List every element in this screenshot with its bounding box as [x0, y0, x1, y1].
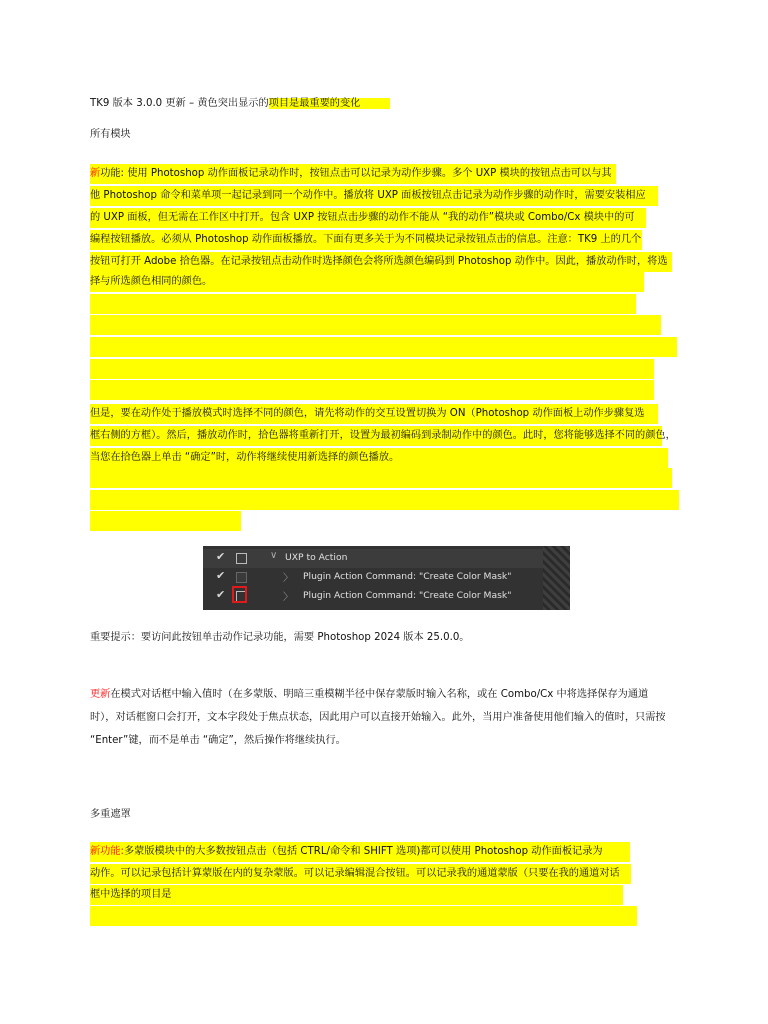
highlight-bar — [90, 359, 654, 379]
all-modules-heading: 所有模块 — [90, 129, 131, 140]
update-tag: 更新 — [90, 689, 111, 700]
highlight-bar — [90, 490, 679, 510]
collapse-arrow-icon: 〉 — [283, 573, 293, 584]
highlight-bar — [90, 380, 654, 400]
new-tag: 新 — [90, 168, 101, 179]
expand-arrow-icon: ∨ — [270, 550, 278, 561]
action-step-label: Plugin Action Command: "Create Color Mask" — [303, 571, 512, 582]
paragraph-line: 当您在拾色器上单击 “确定”时，动作将继续使用新选择的颜色播放。 — [90, 452, 400, 463]
checkmark-icon: ✔ — [216, 588, 226, 601]
highlight-bar — [90, 337, 677, 357]
important-note: 重要提示：要访问此按钮单击动作记录功能，需要 Photoshop 2024 版本 25.0.0。 — [90, 632, 470, 643]
checkmark-icon: ✔ — [216, 550, 226, 563]
action-set-row — [203, 549, 543, 568]
title-highlight: 项目是最重要的变化 — [269, 98, 391, 109]
highlight-bar — [90, 294, 636, 314]
document-title — [90, 94, 390, 114]
dialog-toggle-empty-icon — [236, 572, 247, 583]
red-highlight-box — [232, 586, 247, 603]
highlight-bar — [90, 906, 637, 926]
paragraph-line: 但是，要在动作处于播放模式时选择不同的颜色，请先将动作的交互设置切换为 ON（Photoshop 动作面板上动作步骤复选 — [90, 408, 645, 419]
multi-mask-heading: 多重遮罩 — [90, 809, 131, 820]
paragraph-line: 框右侧的方框）。然后，播放动作时，拾色器将重新打开，设置为最初编码到录制动作中的颜色。此时，您将能够选择不同的颜色， — [90, 430, 676, 441]
paragraph-line: 的 UXP 面板，但无需在工作区中打开。包含 UXP 按钮点击步骤的动作不能从 “我的动作”模块或 Combo/Cx 模块中的可 — [90, 212, 635, 223]
panel-scrollbar — [543, 546, 570, 610]
highlight-bar — [90, 315, 661, 335]
paragraph-line: 择与所选颜色相同的颜色。 — [90, 276, 213, 287]
title-prefix: TK9 版本 3.0.0 更新 – 黄色突出显示的 — [90, 98, 269, 109]
paragraph-line — [90, 164, 612, 184]
action-step-row — [203, 568, 543, 587]
checkmark-icon: ✔ — [216, 569, 226, 582]
dialog-toggle-icon — [236, 553, 247, 564]
line-text: 多蒙版模块中的大多数按钮点击（包括 CTRL/命令和 SHIFT 选项)都可以使用 Photoshop 动作面板记录为 — [124, 846, 603, 857]
line-text: 在模式对话框中输入值时（在多蒙版、明暗三重模糊半径中保存蒙版时输入名称，或在 Combo/Cx 中将选择保存为通道 — [110, 689, 649, 700]
actions-panel-screenshot — [203, 546, 570, 610]
paragraph-line: 动作。可以记录包括计算蒙版在内的复杂蒙版。可以记录编辑混合按钮。可以记录我的通道蒙版（只要在我的通道对话 — [90, 868, 620, 879]
action-step-row — [203, 587, 543, 606]
line-text: 功能: 使用 Photoshop 动作面板记录动作时，按钮点击可以记录为动作步骤。多个 UXP 模块的按钮点击可以与其 — [100, 168, 612, 179]
highlight-bar — [90, 468, 672, 488]
paragraph-line — [90, 685, 648, 705]
paragraph-line: “Enter”键，而不是单击 “确定”，然后操作将继续执行。 — [90, 735, 346, 746]
paragraph-line: 时），对话框窗口会打开，文本字段处于焦点状态，因此用户可以直接开始输入。此外，当用户准备使用他们输入的值时，只需按 — [90, 712, 666, 723]
paragraph-line: 编程按钮播放。必须从 Photoshop 动作面板播放。下面有更多关于为不同模块记录按钮点击的信息。注意：TK9 上的几个 — [90, 234, 642, 245]
paragraph-line — [90, 842, 603, 862]
paragraph-line: 他 Photoshop 命令和菜单项一起记录到同一个动作中。播放将 UXP 面板按钮点击记录为动作步骤的动作时，需要安装相应 — [90, 190, 646, 201]
new-feature-tag: 新功能: — [90, 846, 124, 857]
paragraph-line: 按钮可打开 Adobe 拾色器。在记录按钮点击动作时选择颜色会将所选颜色编码到 Photoshop 动作中。因此，播放动作时，将选 — [90, 256, 668, 267]
paragraph-line: 框中选择的项目是 — [90, 889, 172, 900]
highlight-bar — [90, 511, 241, 531]
action-set-label: UXP to Action — [285, 552, 348, 563]
action-step-label: Plugin Action Command: "Create Color Mask" — [303, 590, 512, 601]
collapse-arrow-icon: 〉 — [283, 592, 293, 603]
